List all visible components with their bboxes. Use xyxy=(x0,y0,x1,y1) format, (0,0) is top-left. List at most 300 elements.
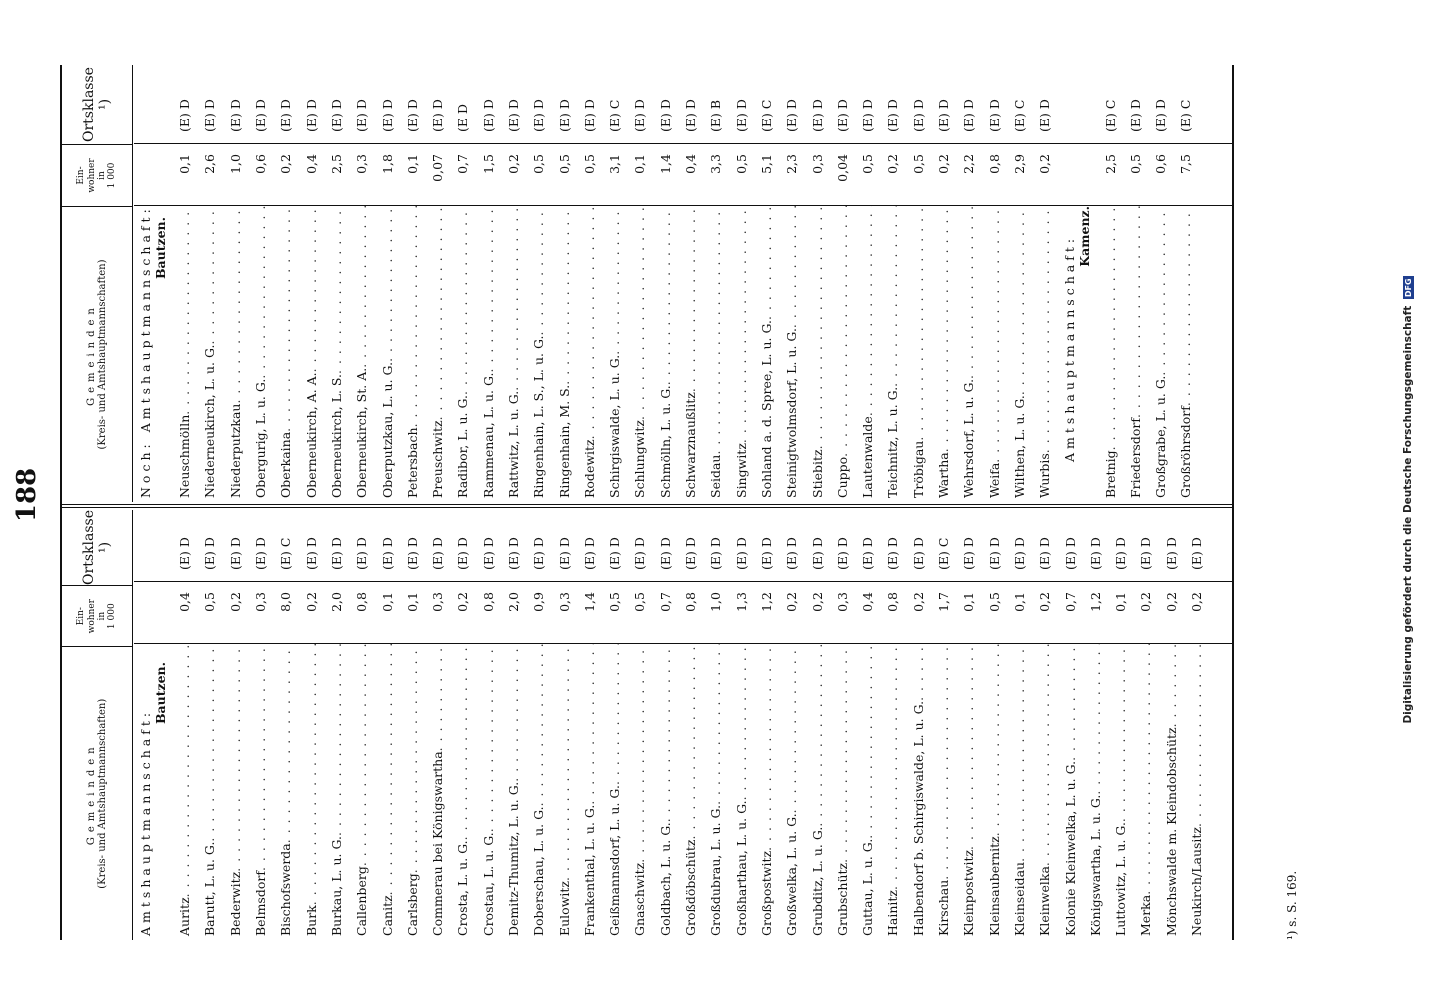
table-row xyxy=(501,510,526,940)
ortsklasse-value: (E) D xyxy=(961,99,977,132)
gemeinde-name: Luttowitz, L. u. G. . . . xyxy=(1113,644,1128,940)
table-row xyxy=(248,65,273,502)
gemeinde-name: Rodewitz . . . xyxy=(582,206,597,502)
ortsklasse-value: (E) D xyxy=(430,99,446,132)
einwohner-value: 0,2 xyxy=(455,592,471,612)
ortsklasse-value: (E D xyxy=(455,104,471,132)
einwohner-value: 1,4 xyxy=(581,592,597,612)
gemeinde-name: Demitz-Thumitz, L. u. G. . . . xyxy=(506,644,521,940)
page-number: 188 xyxy=(12,467,42,523)
einwohner-value: 1,5 xyxy=(480,154,496,174)
einwohner-value: 0,2 xyxy=(1189,592,1205,612)
ortsklasse-value: (E) D xyxy=(784,99,800,132)
ortsklasse-value: (E) D xyxy=(708,537,724,570)
ortsklasse-value: (E) D xyxy=(480,537,496,570)
gemeinde-name: Canitz . . . xyxy=(380,644,395,940)
table-row xyxy=(602,65,627,502)
table-row xyxy=(501,65,526,502)
gemeinde-name: Cuppo . . . xyxy=(835,206,850,502)
table-row xyxy=(450,65,475,502)
gemeinde-name: Oberneukirch, St. A. . . . xyxy=(354,206,369,502)
ortsklasse-value: (E) C xyxy=(278,537,294,570)
gemeinde-name: Ringenhain, M. S. . . . xyxy=(557,206,572,502)
einwohner-value: 0,5 xyxy=(632,592,648,612)
gemeinde-name: Wilthen, L. u. G. . . . xyxy=(1012,206,1027,502)
einwohner-value: 0,4 xyxy=(303,154,319,174)
gemeinde-name: Tröbigau . . . xyxy=(911,206,926,502)
einwohner-value: 0,2 xyxy=(910,592,926,612)
einwohner-value: 0,5 xyxy=(910,154,926,174)
section-heading: Noch: Amtshauptmannschaft: Bautzen. xyxy=(138,205,168,498)
header-gemeinden: Gemeinden (Kreis- und Amtshauptmannschaften) xyxy=(62,206,132,502)
table-row xyxy=(476,65,501,502)
einwohner-value: 0,6 xyxy=(1153,154,1169,174)
einwohner-value: 0,5 xyxy=(531,154,547,174)
ortsklasse-value: (E) D xyxy=(1062,537,1078,570)
table-row xyxy=(804,510,829,940)
table-row xyxy=(577,65,602,502)
einwohner-value: 0,04 xyxy=(834,154,850,182)
ortsklasse-value: (E) C xyxy=(1178,99,1194,132)
table-row xyxy=(729,510,754,940)
ortsklasse-value: (E) D xyxy=(758,537,774,570)
table-row xyxy=(754,510,779,940)
gemeinde-name: Königswartha, L. u. G. . . . xyxy=(1088,644,1103,940)
einwohner-value: 0,6 xyxy=(253,154,269,174)
gemeinde-name: Doberschau, L. u. G. . . . xyxy=(531,644,546,940)
einwohner-value: 0,3 xyxy=(354,154,370,174)
gemeinde-name: Grubschütz . . . xyxy=(835,644,850,940)
table-row xyxy=(425,510,450,940)
table-row xyxy=(653,65,678,502)
ortsklasse-value: (E) D xyxy=(885,537,901,570)
einwohner-value: 3,1 xyxy=(607,154,623,174)
table-row xyxy=(1159,510,1184,940)
gemeinde-name: Ringenhain, L. S., L. u. G. . . . xyxy=(531,206,546,502)
ortsklasse-value: (E) D xyxy=(1011,537,1027,570)
einwohner-value: 0,2 xyxy=(885,154,901,174)
table-row xyxy=(476,510,501,940)
einwohner-value: 0,9 xyxy=(531,592,547,612)
left-table-body xyxy=(134,510,1232,940)
table-row xyxy=(1007,510,1032,940)
gemeinde-name: Singwitz . . . xyxy=(734,206,749,502)
table-row xyxy=(374,510,399,940)
gemeinde-name: Belmsdorf . . . xyxy=(253,644,268,940)
gemeinde-name: Großwelka, L. u. G. . . . xyxy=(784,644,799,940)
gemeinde-name: Neuschmölln . . . xyxy=(177,206,192,502)
einwohner-value: 0,2 xyxy=(1138,592,1154,612)
einwohner-value: 0,8 xyxy=(885,592,901,612)
gemeinde-name: Goldbach, L. u. G. . . . xyxy=(658,644,673,940)
table-row xyxy=(425,65,450,502)
gemeinde-name: Großgrabe, L. u. G. . . . xyxy=(1153,206,1168,502)
ortsklasse-value: (E) D xyxy=(581,99,597,132)
table-row xyxy=(931,65,956,502)
einwohner-value: 0,3 xyxy=(253,592,269,612)
gemeinde-name: Radibor, L. u. G. . . . xyxy=(455,206,470,502)
gemeinde-name: Schwarznaußlitz . . . xyxy=(683,206,698,502)
gemeinde-name: Schirgiswalde, L. u. G. . . . xyxy=(607,206,622,502)
ortsklasse-value: (E) D xyxy=(657,537,673,570)
ortsklasse-value: (E) C xyxy=(607,99,623,132)
gemeinde-name: Oberputzkau, L. u. G. . . . xyxy=(380,206,395,502)
table-row xyxy=(1173,65,1198,502)
table-row xyxy=(223,510,248,940)
table-row xyxy=(273,65,298,502)
gemeinde-name: Weifa . . . xyxy=(987,206,1002,502)
einwohner-value: 0,3 xyxy=(556,592,572,612)
einwohner-value: 0,2 xyxy=(278,154,294,174)
gemeinde-name: Callenberg . . . xyxy=(354,644,369,940)
gemeinde-name: Großpostwitz . . . xyxy=(759,644,774,940)
gemeinde-name: Halbendorf b. Schirgiswalde, L. u. G. . . . xyxy=(911,644,926,940)
header-gemeinden: Gemeinden (Kreis- und Amtshauptmannschaften) xyxy=(62,646,132,940)
ortsklasse-value: (E) D xyxy=(733,99,749,132)
gemeinde-name: Schmölln, L. u. G. . . . xyxy=(658,206,673,502)
table-row xyxy=(678,65,703,502)
ortsklasse-value: (E) D xyxy=(328,99,344,132)
ortsklasse-value: (E) D xyxy=(253,537,269,570)
gemeinde-name: Gnaschwitz . . . xyxy=(632,644,647,940)
ortsklasse-value: (E) C xyxy=(758,99,774,132)
table-frame xyxy=(60,65,1234,940)
ortsklasse-value: (E) D xyxy=(581,537,597,570)
einwohner-value: 0,4 xyxy=(860,592,876,612)
table-row xyxy=(1184,510,1209,940)
einwohner-value: 1,7 xyxy=(936,592,952,612)
footnote: ¹) s. S. 169. xyxy=(1285,870,1299,940)
ortsklasse-value: (E) D xyxy=(531,99,547,132)
einwohner-value: 0,8 xyxy=(354,592,370,612)
left-table xyxy=(62,510,1232,940)
einwohner-value: 5,1 xyxy=(758,154,774,174)
einwohner-value: 0,2 xyxy=(1037,154,1053,174)
subsection-heading: Amtshauptmannschaft: Kamenz. xyxy=(1062,206,1093,462)
ortsklasse-value: (E) D xyxy=(480,99,496,132)
gemeinde-name: Großdubrau, L. u. G. . . . xyxy=(708,644,723,940)
table-row xyxy=(1083,510,1108,940)
table-row xyxy=(551,65,576,502)
table-row xyxy=(956,65,981,502)
table-row xyxy=(703,65,728,502)
gemeinde-name: Crosta, L. u. G. . . . xyxy=(455,644,470,940)
right-rows-kamenz xyxy=(1097,65,1198,502)
ortsklasse-value: (E) B xyxy=(708,99,724,132)
einwohner-value: 0,5 xyxy=(733,154,749,174)
table-row xyxy=(197,510,222,940)
left-rows xyxy=(172,510,1209,940)
einwohner-value: 0,5 xyxy=(986,592,1002,612)
right-table-body xyxy=(134,65,1232,502)
table-row xyxy=(804,65,829,502)
einwohner-value: 0,1 xyxy=(1011,592,1027,612)
ortsklasse-value: (E) D xyxy=(531,537,547,570)
gemeinde-name: Wehrsdorf, L. u. G. . . . xyxy=(961,206,976,502)
einwohner-value: 0,1 xyxy=(632,154,648,174)
gemeinde-name: Geißmannsdorf, L. u. G. . . . xyxy=(607,644,622,940)
table-row xyxy=(526,65,551,502)
ortsklasse-value: (E) D xyxy=(733,537,749,570)
ortsklasse-value: (E) D xyxy=(328,537,344,570)
ortsklasse-value: (E) D xyxy=(961,537,977,570)
table-row xyxy=(906,65,931,502)
ortsklasse-value: (E) D xyxy=(202,99,218,132)
table-row xyxy=(197,65,222,502)
einwohner-value: 0,1 xyxy=(404,154,420,174)
gemeinde-name: Oberkaina . . . xyxy=(278,206,293,502)
ortsklasse-value: (E) D xyxy=(1037,99,1053,132)
ortsklasse-value: (E) D xyxy=(253,99,269,132)
ortsklasse-value: (E) D xyxy=(202,537,218,570)
ortsklasse-value: (E) D xyxy=(379,537,395,570)
gemeinde-name: Kleinwelka . . . xyxy=(1037,644,1052,940)
table-row xyxy=(678,510,703,940)
ortsklasse-value: (E) C xyxy=(1011,99,1027,132)
ortsklasse-value: (E) D xyxy=(885,99,901,132)
einwohner-value: 0,2 xyxy=(506,154,521,174)
ortsklasse-value: (E) D xyxy=(278,99,294,132)
ortsklasse-value: (E) D xyxy=(1113,537,1129,570)
table-row xyxy=(1057,510,1082,940)
einwohner-value: 0,5 xyxy=(860,154,876,174)
ortsklasse-value: (E) D xyxy=(860,99,876,132)
table-row xyxy=(880,65,905,502)
ortsklasse-value: (E) D xyxy=(834,99,850,132)
table-row xyxy=(880,510,905,940)
ortsklasse-value: (E) D xyxy=(1138,537,1154,570)
gemeinde-name: Lautenwalde . . . xyxy=(860,206,875,502)
digitization-notice: Digitalisierung gefördert durch die Deutsche Forschungsgemeinschaft DFG xyxy=(1402,278,1414,724)
ortsklasse-value: (E) D xyxy=(683,99,699,132)
einwohner-value: 0,4 xyxy=(683,154,699,174)
header-einwohner: Ein- wohner in 1 000 xyxy=(62,144,132,206)
table-row xyxy=(754,65,779,502)
ortsklasse-value: (E) D xyxy=(809,537,825,570)
einwohner-value: 0,8 xyxy=(480,592,496,612)
ortsklasse-value: (E) D xyxy=(227,537,243,570)
ortsklasse-value: (E) C xyxy=(936,537,952,570)
gemeinde-name: Wurbis . . . xyxy=(1037,206,1052,502)
ortsklasse-value: (E) D xyxy=(455,537,471,570)
table-row xyxy=(349,65,374,502)
einwohner-value: 1,0 xyxy=(708,592,724,612)
table-row xyxy=(982,510,1007,940)
gemeinde-name: Eulowitz . . . xyxy=(557,644,572,940)
table-row xyxy=(830,510,855,940)
ortsklasse-value: (E) D xyxy=(860,537,876,570)
einwohner-value: 2,5 xyxy=(1102,154,1118,174)
ortsklasse-value: (E) D xyxy=(683,537,699,570)
gemeinde-name: Großröhrsdorf . . . xyxy=(1178,206,1193,502)
table-row xyxy=(931,510,956,940)
table-row xyxy=(298,510,323,940)
table-row xyxy=(450,510,475,940)
gemeinde-name: Rammenau, L. u. G. . . . xyxy=(481,206,496,502)
einwohner-value: 0,1 xyxy=(379,592,395,612)
table-row xyxy=(982,65,1007,502)
gemeinde-name: Kolonie Kleinwelka, L. u. G. . . . xyxy=(1063,644,1078,940)
einwohner-value: 0,2 xyxy=(1163,592,1179,612)
table-row xyxy=(956,510,981,940)
ortsklasse-value: (E) D xyxy=(303,99,319,132)
einwohner-value: 0,1 xyxy=(1113,592,1129,612)
right-column-header xyxy=(62,65,133,502)
einwohner-value: 0,3 xyxy=(430,592,446,612)
table-row xyxy=(703,510,728,940)
einwohner-value: 0,2 xyxy=(303,592,319,612)
table-row xyxy=(1108,510,1133,940)
table-row xyxy=(526,510,551,940)
gemeinde-name: Auritz . . . xyxy=(177,644,192,940)
ortsklasse-value: (E) D xyxy=(936,99,952,132)
gemeinde-name: Bederwitz . . . xyxy=(228,644,243,940)
table-row xyxy=(324,65,349,502)
ortsklasse-value: (E) D xyxy=(506,99,521,132)
ortsklasse-value: (E) D xyxy=(1087,537,1103,570)
table-row xyxy=(906,510,931,940)
table-row xyxy=(324,510,349,940)
dfg-logo: DFG xyxy=(1403,278,1413,298)
table-row xyxy=(1148,65,1173,502)
ortsklasse-value: (E) D xyxy=(303,537,319,570)
einwohner-value: 3,3 xyxy=(708,154,724,174)
einwohner-value: 2,0 xyxy=(328,592,344,612)
gemeinde-name: Großharthau, L. u. G. . . . xyxy=(734,644,749,940)
ortsklasse-value: (E) D xyxy=(784,537,800,570)
gemeinde-name: Wartha . . . xyxy=(936,206,951,502)
table-row xyxy=(1032,510,1057,940)
gemeinde-name: Seidau . . . xyxy=(708,206,723,502)
table-row xyxy=(855,65,880,502)
gemeinde-name: Kleinseidau . . . xyxy=(1012,644,1027,940)
einwohner-value: 1,3 xyxy=(733,592,749,612)
section-heading: Amtshauptmannschaft: Bautzen. xyxy=(138,662,168,936)
gemeinde-name: Grubditz, L. u. G. . . . xyxy=(810,644,825,940)
ortsklasse-value: (E) C xyxy=(1102,99,1118,132)
einwohner-value: 2,6 xyxy=(202,154,218,174)
header-ortsklasse: Ortsklasse ¹) xyxy=(80,510,113,585)
einwohner-value: 0,7 xyxy=(657,592,673,612)
einwohner-value: 1,0 xyxy=(227,154,243,174)
gemeinde-name: Oberneukirch, A. A. . . . xyxy=(304,206,319,502)
einwohner-value: 0,7 xyxy=(455,154,471,174)
ortsklasse-value: (E) D xyxy=(379,99,395,132)
einwohner-value: 2,5 xyxy=(328,154,344,174)
gemeinde-name: Neukirch/Lausitz . . . xyxy=(1189,644,1204,940)
ortsklasse-value: (E) D xyxy=(354,99,370,132)
ortsklasse-value: (E) D xyxy=(506,537,521,570)
einwohner-value: 0,2 xyxy=(1037,592,1053,612)
ortsklasse-value: (E) D xyxy=(632,537,648,570)
gemeinde-name: Bischofswerda . . . xyxy=(278,644,293,940)
gemeinde-name: Teichnitz, L. u. G. . . . xyxy=(885,206,900,502)
table-row xyxy=(855,510,880,940)
einwohner-value: 0,5 xyxy=(1127,154,1143,174)
table-row xyxy=(298,65,323,502)
table-row xyxy=(400,510,425,940)
einwohner-value: 0,2 xyxy=(809,592,825,612)
einwohner-value: 1,4 xyxy=(657,154,673,174)
table-row xyxy=(172,65,197,502)
ortsklasse-value: (E) D xyxy=(834,537,850,570)
gemeinde-name: Mönchswalde m. Kleindobschütz . . . xyxy=(1164,644,1179,940)
right-table xyxy=(62,65,1232,502)
einwohner-value: 2,2 xyxy=(961,154,977,174)
header-ortsklasse: Ortsklasse ¹) xyxy=(80,67,113,142)
gemeinde-name: Commerau bei Königswartha . . . xyxy=(430,644,445,940)
gemeinde-name: Burkau, L. u. G. . . . xyxy=(329,644,344,940)
einwohner-value: 0,1 xyxy=(961,592,977,612)
table-row xyxy=(627,65,652,502)
gemeinde-name: Kirschau . . . xyxy=(936,644,951,940)
gemeinde-name: Kleinsaubernitz . . . xyxy=(987,644,1002,940)
einwohner-value: 0,3 xyxy=(809,154,825,174)
gemeinde-name: Hainitz . . . xyxy=(885,644,900,940)
ortsklasse-value: (E) D xyxy=(404,99,420,132)
table-row xyxy=(627,510,652,940)
table-row xyxy=(729,65,754,502)
table-row xyxy=(830,65,855,502)
table-row xyxy=(172,510,197,940)
einwohner-value: 0,1 xyxy=(177,154,193,174)
einwohner-value: 2,9 xyxy=(1011,154,1027,174)
einwohner-value: 7,5 xyxy=(1178,154,1194,174)
header-einwohner: Ein- wohner in 1 000 xyxy=(62,585,132,647)
einwohner-value: 0,7 xyxy=(1062,592,1078,612)
gemeinde-name: Carlsberg . . . xyxy=(405,644,420,940)
ortsklasse-value: (E) D xyxy=(430,537,446,570)
einwohner-value: 0,07 xyxy=(430,154,446,182)
table-row xyxy=(779,65,804,502)
gemeinde-name: Burk . . . xyxy=(304,644,319,940)
einwohner-value: 2,3 xyxy=(784,154,800,174)
einwohner-value: 0,5 xyxy=(202,592,218,612)
table-row xyxy=(1007,65,1032,502)
ortsklasse-value: (E) D xyxy=(809,99,825,132)
gemeinde-name: Barutt, L. u. G. . . . xyxy=(202,644,217,940)
gemeinde-name: Crostau, L. u. G. . . . xyxy=(481,644,496,940)
einwohner-value: 0,8 xyxy=(683,592,699,612)
einwohner-value: 8,0 xyxy=(278,592,294,612)
table-row xyxy=(1133,510,1158,940)
table-row xyxy=(273,510,298,940)
ortsklasse-value: (E) D xyxy=(1037,537,1053,570)
table-row xyxy=(1032,65,1057,502)
gemeinde-name: Stiebitz . . . xyxy=(810,206,825,502)
table-row xyxy=(1123,65,1148,502)
table-row xyxy=(1097,65,1122,502)
gemeinde-name: Friedersdorf . . . xyxy=(1128,206,1143,502)
gemeinde-name: Frankenthal, L. u. G. . . . xyxy=(582,644,597,940)
einwohner-value: 1,8 xyxy=(379,154,395,174)
table-row xyxy=(349,510,374,940)
gemeinde-name: Schlungwitz . . . xyxy=(632,206,647,502)
table-row xyxy=(602,510,627,940)
ortsklasse-value: (E) D xyxy=(1163,537,1179,570)
einwohner-value: 0,2 xyxy=(784,592,800,612)
ortsklasse-value: (E) D xyxy=(1189,537,1205,570)
ortsklasse-value: (E) D xyxy=(632,99,648,132)
gemeinde-name: Kleinpostwitz . . . xyxy=(961,644,976,940)
table-row xyxy=(577,510,602,940)
ortsklasse-value: (E) D xyxy=(1153,99,1169,132)
table-row xyxy=(653,510,678,940)
gemeinde-name: Niederneukirch, L. u. G. . . . xyxy=(202,206,217,502)
einwohner-value: 0,5 xyxy=(581,154,597,174)
table-row xyxy=(223,65,248,502)
ortsklasse-value: (E) D xyxy=(607,537,623,570)
